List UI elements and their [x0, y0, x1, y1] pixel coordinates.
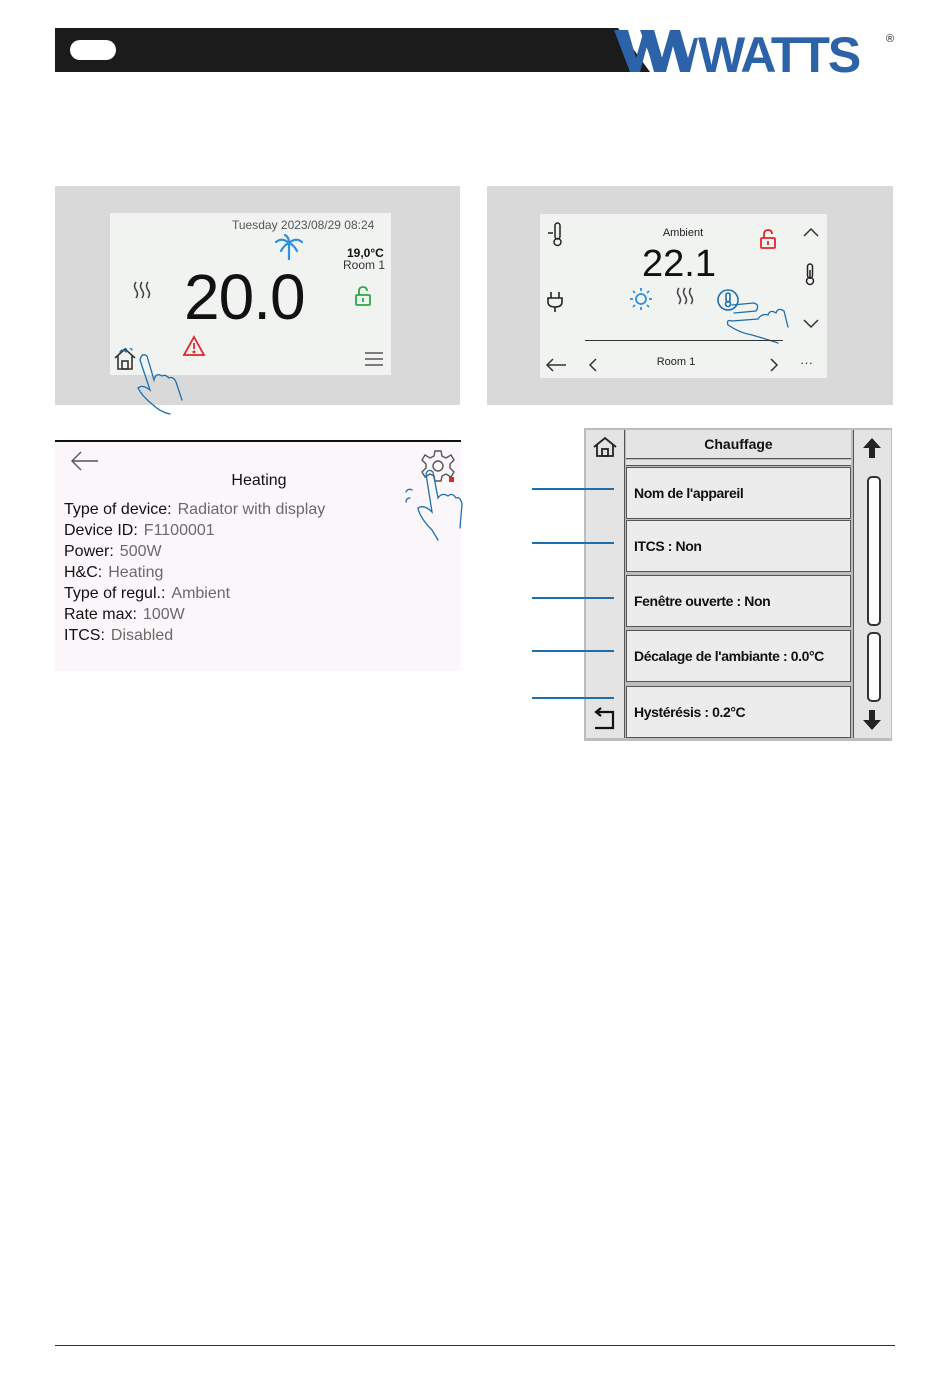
chevron-right-icon[interactable] — [768, 357, 780, 373]
menu-item-itcs[interactable]: ITCS : Non — [626, 520, 851, 572]
thermometer-icon[interactable] — [803, 262, 817, 286]
room-name: Room 1 — [343, 258, 386, 272]
ambient-value: 22.1 — [642, 243, 716, 285]
back-arrow-icon[interactable] — [545, 357, 567, 373]
heating-title: Heating — [231, 472, 287, 489]
info-row: Type of device: Radiator with display — [64, 501, 326, 518]
scrollbar-track[interactable] — [867, 632, 881, 702]
hand-pointer-icon-3 — [404, 468, 464, 542]
callout-line — [532, 597, 614, 599]
progress-line — [585, 340, 783, 341]
return-icon[interactable] — [591, 706, 617, 732]
more-options-icon[interactable]: ··· — [800, 355, 813, 370]
plug-icon[interactable] — [545, 290, 565, 314]
chevron-down-icon[interactable] — [802, 318, 820, 330]
ambient-room-name: Room 1 — [656, 356, 696, 368]
unlock-icon[interactable] — [354, 286, 372, 306]
setpoint-value: 20.0 — [184, 261, 305, 333]
watts-logo-graphic — [610, 26, 900, 76]
scrollbar-thumb[interactable] — [867, 476, 881, 626]
info-row: H&C: Heating — [64, 564, 164, 581]
info-row: Power: 500W — [64, 543, 162, 560]
hand-pointer-icon-2 — [722, 291, 790, 347]
home-icon-2[interactable] — [592, 435, 618, 459]
arrow-up-icon[interactable] — [861, 436, 883, 460]
menu-item-open-window[interactable]: Fenêtre ouverte : Non — [626, 575, 851, 627]
language-badge — [70, 40, 116, 60]
back-arrow-icon-2[interactable] — [70, 450, 100, 472]
menu-icon[interactable] — [364, 351, 384, 367]
chevron-up-icon[interactable] — [802, 226, 820, 238]
svg-text:®: ® — [886, 33, 895, 45]
info-row: Device ID: F1100001 — [64, 522, 215, 539]
arrow-down-icon[interactable] — [861, 708, 883, 732]
sun-icon[interactable] — [629, 287, 653, 311]
header-bar — [55, 28, 615, 72]
ambient-label: Ambient — [662, 227, 704, 239]
callout-line — [532, 542, 614, 544]
left-column — [586, 430, 625, 738]
footer-divider — [55, 1345, 895, 1346]
hand-pointer-icon — [118, 348, 192, 418]
holiday-palm-icon[interactable] — [274, 234, 304, 260]
heating-waves-icon — [132, 280, 152, 300]
menu-item-hysteresis[interactable]: Hystérésis : 0.2°C — [626, 686, 851, 738]
watts-logo — [610, 26, 900, 76]
callout-line — [532, 488, 614, 490]
menu-title: Chauffage — [626, 430, 851, 459]
heating-info-list — [64, 499, 325, 646]
menu-title-gap — [626, 460, 851, 466]
info-row: ITCS: Disabled — [64, 627, 174, 644]
thermometer-down-icon[interactable] — [545, 221, 565, 247]
datetime-label: Tuesday 2023/08/29 08:24 — [232, 218, 375, 232]
menu-item-ambient-offset[interactable]: Décalage de l'ambiante : 0.0°C — [626, 630, 851, 682]
heating-waves-icon-2 — [675, 286, 695, 306]
outdoor-temp: 19,0°C — [347, 246, 384, 260]
lock-icon[interactable] — [759, 229, 777, 249]
menu-item-device-name[interactable]: Nom de l'appareil — [626, 467, 851, 519]
callout-line — [532, 650, 614, 652]
callout-line — [532, 697, 614, 699]
info-row: Type of regul.: Ambient — [64, 585, 231, 602]
chevron-left-icon[interactable] — [587, 357, 599, 373]
logo-text: WATTS — [698, 27, 860, 76]
info-row: Rate max: 100W — [64, 606, 185, 623]
